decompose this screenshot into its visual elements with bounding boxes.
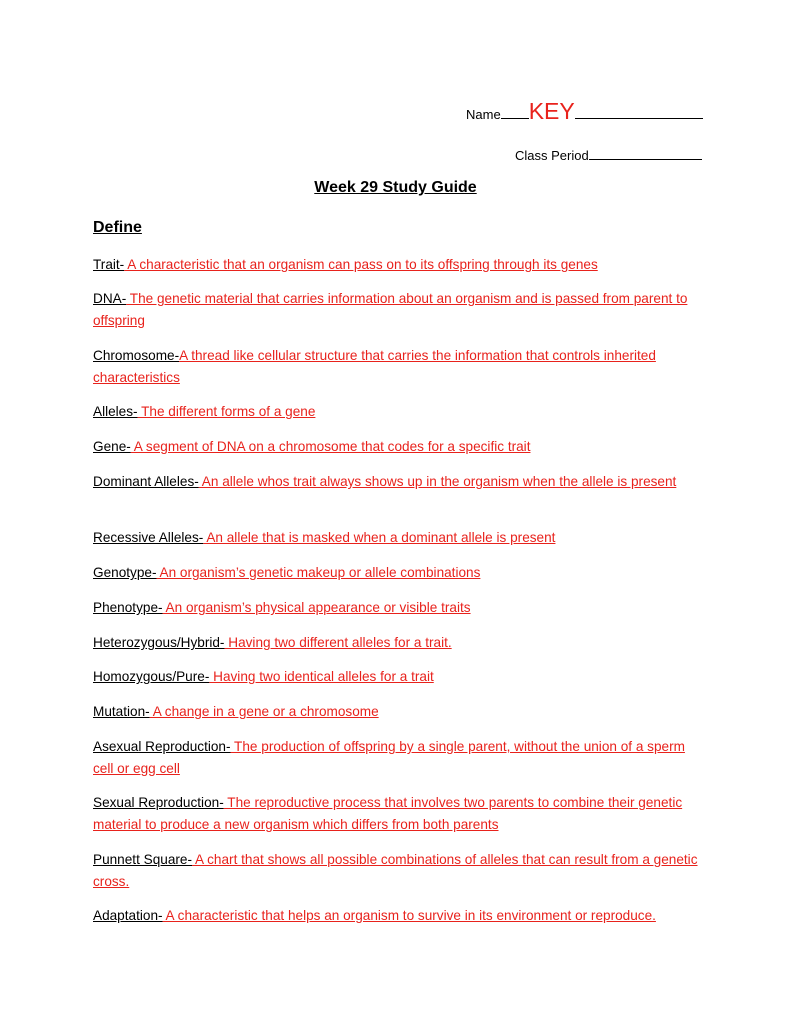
term: Genotype- (93, 565, 157, 580)
term: Gene- (93, 439, 131, 454)
definition-phenotype (93, 597, 705, 619)
definition-recessive-alleles (93, 527, 705, 549)
answer: The different forms of a gene (137, 404, 316, 419)
definition-trait (93, 254, 705, 276)
term: Asexual Reproduction- (93, 739, 231, 754)
answer: A change in a gene or a chromosome (149, 704, 379, 719)
definition-heterozygous (93, 632, 705, 654)
term: Phenotype- (93, 600, 163, 615)
definition-dna (93, 288, 705, 332)
term: Sexual Reproduction- (93, 795, 224, 810)
class-period-line (515, 148, 702, 163)
answer: An allele whos trait always shows up in the organism when the allele is present (198, 474, 677, 489)
name-line (466, 98, 703, 125)
answer: A chart that shows all possible combinations of alleles that can result from a genetic cross. (93, 852, 698, 889)
definition-dominant-alleles (93, 471, 705, 493)
term: Heterozygous/Hybrid- (93, 635, 225, 650)
definition-homozygous (93, 666, 705, 688)
term: Punnett Square- (93, 852, 192, 867)
name-value: KEY (528, 98, 575, 124)
answer: Having two identical alleles for a trait (209, 669, 434, 684)
name-label: Name (466, 107, 501, 122)
definition-genotype (93, 562, 705, 584)
term: DNA- (93, 291, 127, 306)
class-period-label: Class Period (515, 148, 589, 163)
class-period-blank (589, 158, 702, 160)
definition-mutation (93, 701, 705, 723)
term: Homozygous/Pure- (93, 669, 210, 684)
answer: An organism’s genetic makeup or allele combinations (156, 565, 481, 580)
answer: An organism’s physical appearance or visible traits (162, 600, 471, 615)
answer: A segment of DNA on a chromosome that codes for a specific trait (130, 439, 531, 454)
section-heading-define: Define (93, 219, 142, 236)
definition-punnett-square (93, 849, 705, 893)
answer: The genetic material that carries information about an organism and is passed from parent to offspring (93, 291, 688, 328)
definition-sexual-reproduction (93, 792, 705, 836)
answer: A characteristic that an organism can pass on to its offspring through its genes (124, 257, 598, 272)
answer: A characteristic that helps an organism to survive in its environment or reproduce. (162, 908, 656, 923)
name-blank-pre (501, 117, 529, 119)
answer: An allele that is masked when a dominant allele is present (203, 530, 556, 545)
answer: A thread like cellular structure that carries the information that controls inherited characteristics (93, 348, 656, 385)
answer: The reproductive process that involves two parents to combine their genetic material to produce a new organism which differs from both parents (93, 795, 683, 832)
answer: Having two different alleles for a trait. (224, 635, 452, 650)
term: Adaptation- (93, 908, 163, 923)
definition-chromosome (93, 345, 705, 389)
definition-asexual-reproduction (93, 736, 705, 780)
term: Mutation- (93, 704, 150, 719)
definition-adaptation (93, 905, 705, 927)
term: Dominant Alleles- (93, 474, 199, 489)
page-title: Week 29 Study Guide (314, 179, 477, 196)
definition-gene (93, 436, 705, 458)
term: Alleles- (93, 404, 138, 419)
name-blank-post (575, 117, 703, 119)
term: Chromosome- (93, 348, 180, 363)
definition-alleles (93, 401, 705, 423)
term: Recessive Alleles- (93, 530, 204, 545)
answer: The production of offspring by a single parent, without the union of a sperm cell or egg cell (93, 739, 685, 776)
term: Trait- (93, 257, 125, 272)
